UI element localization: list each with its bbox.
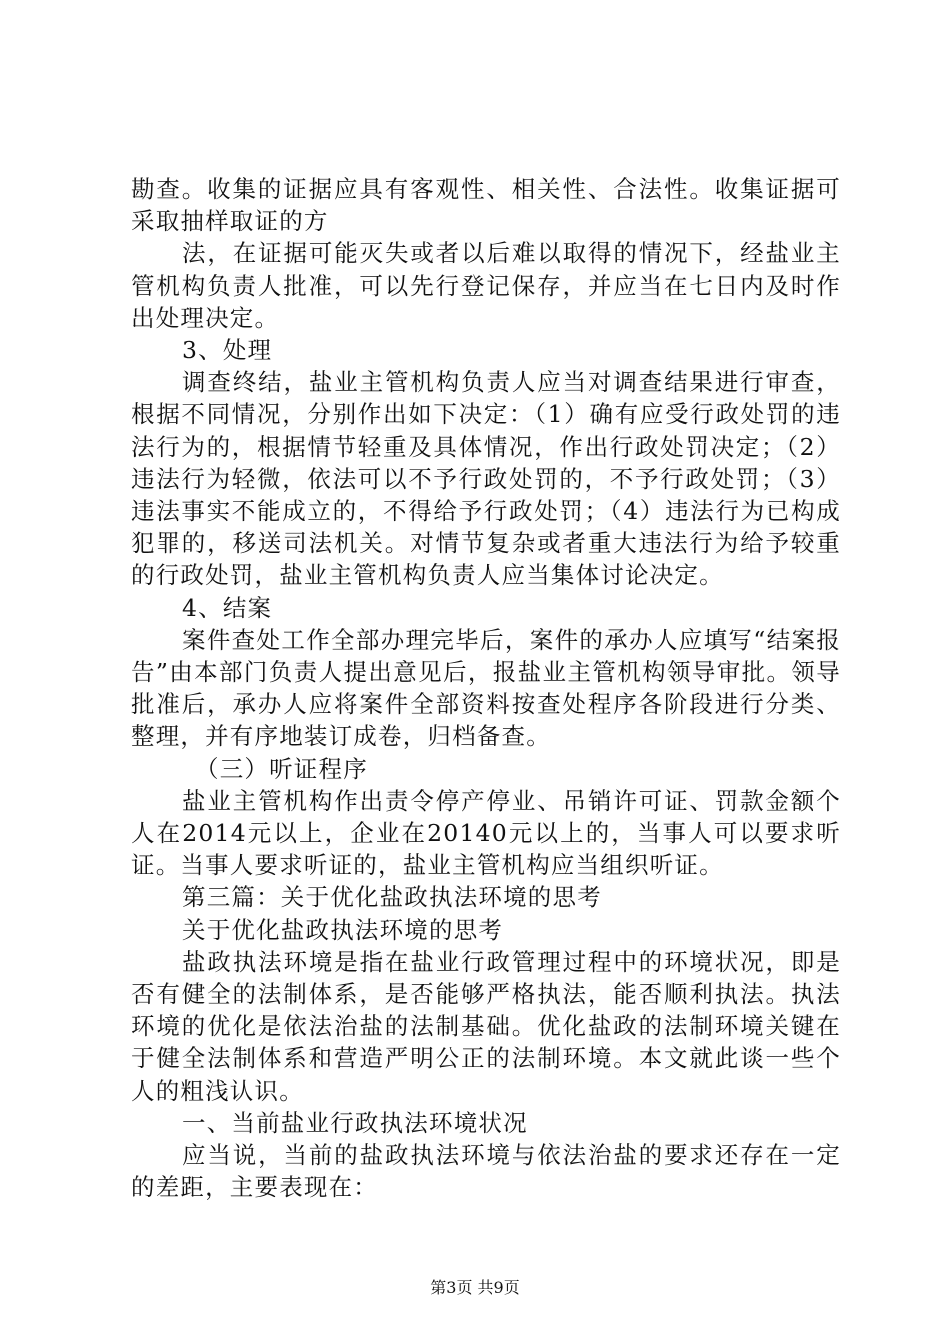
body-text xyxy=(131,173,841,1204)
paragraph-hearing: 盐业主管机构作出责令停产停业、吊销许可证、罚款金额个人在2014元以上，企业在20140元以上的，当事人可以要求听证。当事人要求听证的，盐业主管机构应当组织听证。 xyxy=(131,786,841,880)
paragraph-current-gap: 应当说，当前的盐政执法环境与依法治盐的要求还存在一定的差距，主要表现在： xyxy=(131,1141,841,1202)
paragraph-enforcement-environment: 盐政执法环境是指在盐业行政管理过程中的环境状况，即是否有健全的法制体系，是否能够严格执法，能否顺利执法。执法环境的优化是依法治盐的法制基础。优化盐政的法制环境关键在于健全法制体系和营造严明公正的法制环境。本文就此谈一些个人的粗浅认识。 xyxy=(131,947,841,1105)
article-title: 关于优化盐政执法环境的思考 xyxy=(182,915,504,944)
paragraph-evidence-preservation: 法，在证据可能灭失或者以后难以取得的情况下，经盐业主管机构负责人批准，可以先行登记保存，并应当在七日内及时作出处理决定。 xyxy=(131,239,841,332)
paragraph-handling-decisions: 调查终结，盐业主管机构负责人应当对调查结果进行审查，根据不同情况，分别作出如下决定：（1）确有应受行政处罚的违法行为的，根据情节轻重及具体情况，作出行政处罚决定；（2）违法行为轻微，依法可以不予行政处罚的，不予行政处罚；（3）违法事实不能成立的，不得给予行政处罚；（4）违法行为已构成犯罪的，移送司法机关。对情节复杂或者重大违法行为给予较重的行政处罚，盐业主管机构负责人应当集体讨论决定。 xyxy=(131,368,841,590)
page-footer: 第3页 共9页 xyxy=(430,1278,520,1297)
heading-hearing-procedure: （三）听证程序 xyxy=(195,754,368,783)
paragraph-evidence-collection: 勘查。收集的证据应具有客观性、相关性、合法性。收集证据可采取抽样取证的方 xyxy=(131,175,841,236)
heading-current-status: 一、当前盐业行政执法环境状况 xyxy=(182,1108,528,1137)
paragraph-case-closing: 案件查处工作全部办理完毕后，案件的承办人应填写“结案报告”由本部门负责人提出意见后，报盐业主管机构领导审批。领导批准后，承办人应将案件全部资料按查处程序各阶段进行分类、整理，并有序地装订成卷，归档备查。 xyxy=(131,625,841,751)
heading-case-closing: 4、结案 xyxy=(182,593,273,622)
heading-part-three: 第三篇：关于优化盐政执法环境的思考 xyxy=(182,883,602,912)
heading-handling: 3、处理 xyxy=(182,336,273,365)
